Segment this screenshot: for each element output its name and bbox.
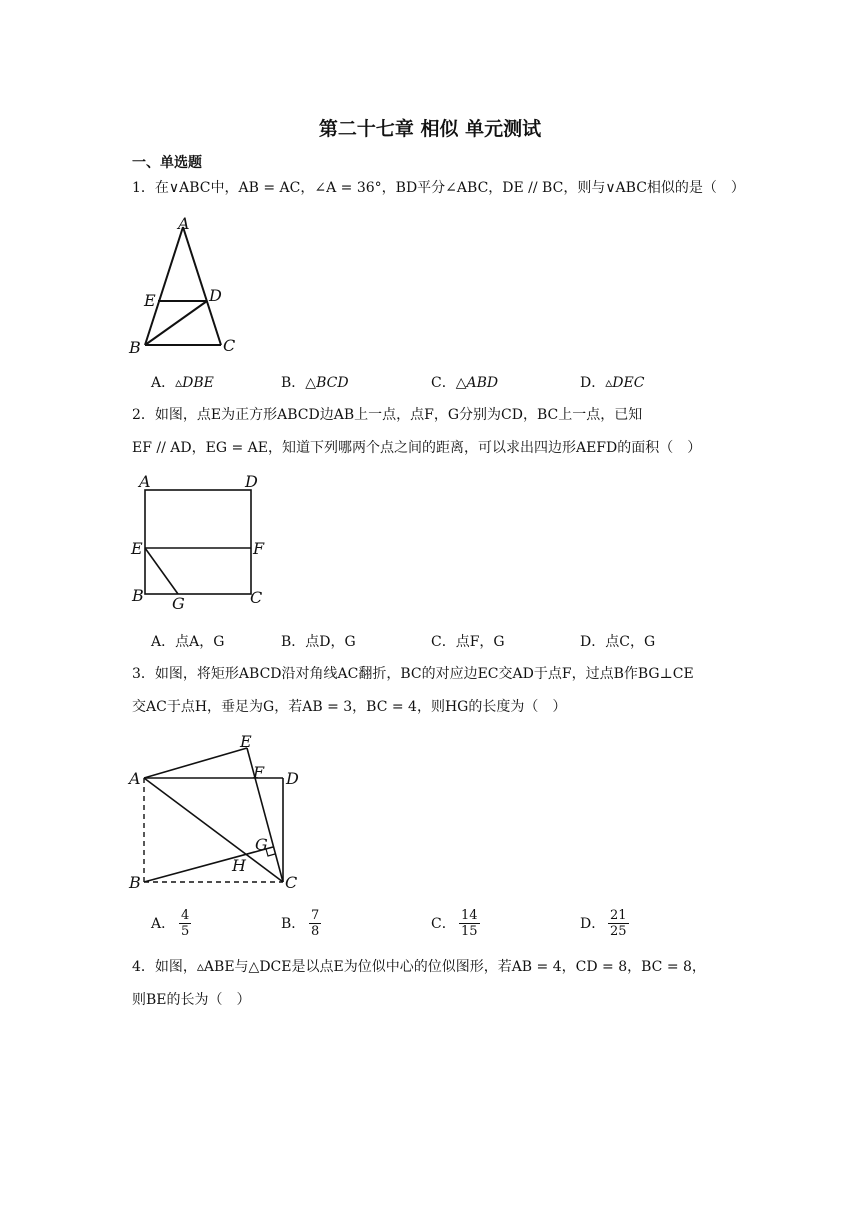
q3-label-g: G (255, 835, 268, 854)
q2-option-d[interactable] (580, 631, 655, 651)
q2-label-a: A (139, 472, 151, 491)
q2-option-a-letter: A． (151, 634, 176, 650)
q1-option-d-letter: D． (580, 375, 606, 391)
q2-label-c: C (250, 588, 263, 607)
q1-label-c: C (223, 336, 236, 355)
q3-label-e: E (240, 732, 252, 751)
question-2-figure (125, 470, 275, 615)
q1-label-b: B (129, 338, 141, 357)
section-heading: 一、单选题 (132, 155, 202, 171)
q3-option-b-fraction: $\frac{7}{8}$ (311, 908, 320, 939)
q1-label-d: D (209, 286, 222, 305)
question-1-text: 1．在∨ABC中，AB = AC，∠A = 36°，BD平分∠ABC，DE // BC，则与∨ABC相似的是（ ） (132, 180, 745, 196)
q3-label-a: A (129, 769, 141, 788)
q3-option-a-letter: A． (151, 915, 176, 932)
q3-option-a[interactable] (151, 908, 191, 939)
q3-segment-ae (144, 748, 247, 778)
q1-option-b-text: △BCD (305, 375, 349, 391)
q3-option-d-fraction: $\frac{21}{25}$ (610, 908, 627, 939)
page-title: 第二十七章 相似 单元测试 (318, 118, 542, 140)
q2-option-b[interactable] (281, 631, 356, 651)
q1-segment-ab (145, 227, 183, 345)
q3-option-c-fraction: $\frac{14}{15}$ (461, 908, 478, 939)
q1-option-c-letter: C． (431, 375, 456, 391)
q3-option-b[interactable] (281, 908, 321, 939)
q2-segment-eg (145, 548, 178, 594)
q2-label-d: D (245, 472, 258, 491)
question-3-line-1: 3．如图，将矩形ABCD沿对角线AC翻折，BC的对应边EC交AD于点F，过点B作BG⊥CE (132, 666, 694, 682)
question-3-line-2: 交AC于点H，垂足为G，若AB = 3，BC = 4，则HG的长度为（ ） (132, 699, 567, 715)
question-2-line-1: 2．如图，点E为正方形ABCD边AB上一点，点F，G分别为CD，BC上一点，已知 (132, 407, 643, 423)
q1-option-b-letter: B． (281, 375, 306, 391)
q2-option-c[interactable] (431, 631, 505, 651)
q2-label-e: E (131, 539, 143, 558)
q2-option-c-text: 点F，G (455, 634, 505, 650)
q2-option-a[interactable] (151, 631, 224, 651)
q3-label-f: F (253, 763, 265, 782)
q3-option-c-letter: C． (431, 915, 456, 932)
question-2-line-2: EF // AD，EG = AE，知道下列哪两个点之间的距离，可以求出四边形AEFD的面积（ ） (132, 440, 702, 456)
q1-option-a-text: ▵DBE (175, 375, 214, 391)
question-3-figure (125, 730, 315, 900)
q3-option-d-letter: D． (580, 915, 606, 932)
q2-label-f: F (253, 539, 265, 558)
q1-option-a[interactable] (151, 372, 214, 392)
q3-label-d: D (286, 769, 299, 788)
q2-option-d-letter: D． (580, 634, 606, 650)
q3-option-b-letter: B． (281, 915, 306, 932)
q3-option-d[interactable] (580, 908, 629, 939)
q3-label-h: H (232, 856, 246, 875)
q1-option-b[interactable] (281, 372, 349, 392)
question-4-line-1: 4．如图，▵ABE与△DCE是以点E为位似中心的位似图形，若AB = 4，CD = 8，BC = 8， (132, 959, 706, 975)
q2-option-b-text: 点D，G (305, 634, 356, 650)
q2-option-b-letter: B． (281, 634, 306, 650)
q3-label-c: C (285, 873, 298, 892)
q3-option-c[interactable] (431, 908, 480, 939)
q2-option-d-text: 点C，G (605, 634, 656, 650)
q1-label-e: E (144, 291, 156, 310)
question-4-line-2: 则BE的长为（ ） (132, 992, 251, 1008)
q3-segment-ac (144, 778, 283, 882)
q1-option-a-letter: A． (151, 375, 176, 391)
q2-option-c-letter: C． (431, 634, 456, 650)
q1-option-d[interactable] (580, 372, 644, 392)
q1-option-c[interactable] (431, 372, 498, 392)
question-1-figure (125, 215, 245, 360)
q2-option-a-text: 点A，G (175, 634, 225, 650)
q3-option-a-fraction: $\frac{4}{5}$ (181, 908, 190, 939)
q3-segment-bg (144, 847, 273, 882)
q2-square (145, 490, 251, 594)
q2-label-g: G (172, 594, 185, 613)
q3-label-b: B (129, 873, 141, 892)
q2-label-b: B (132, 586, 144, 605)
q1-option-c-text: △ABD (455, 375, 499, 391)
q1-option-d-text: ▵DEC (605, 375, 645, 391)
q1-label-a: A (178, 214, 190, 233)
